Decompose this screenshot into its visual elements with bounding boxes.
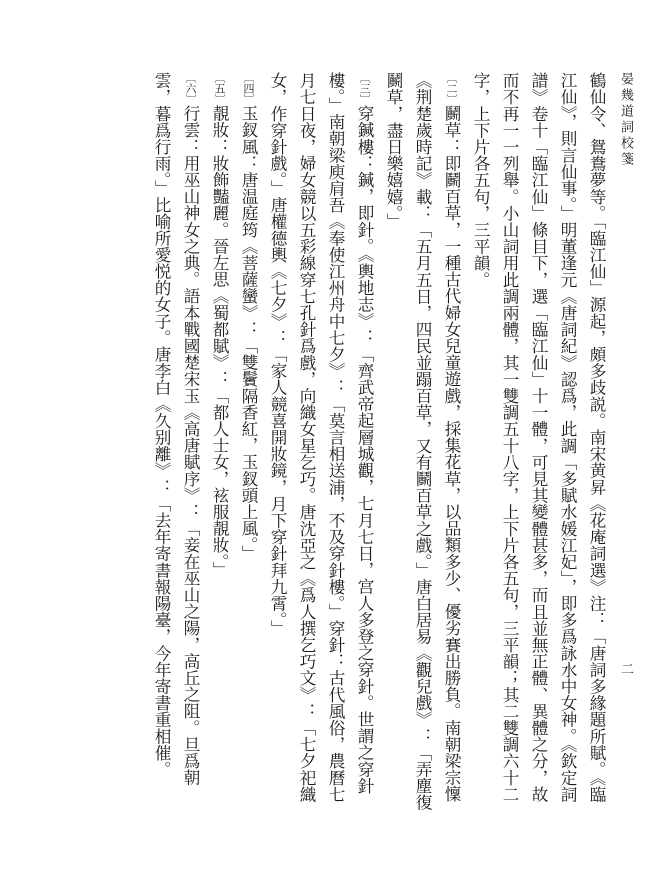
note-number: 〔五〕: [213, 72, 226, 105]
note-number: 〔六〕: [184, 72, 197, 105]
paragraph-continuation: [466, 72, 611, 812]
running-head-title: 晏幾道詞校箋: [618, 72, 633, 168]
commentary-text: [21, 72, 611, 812]
note-number: 〔二〕: [445, 72, 458, 105]
note-4: [234, 72, 263, 812]
note-text: 行雲：用巫山神女之典。語本戰國楚宋玉《高唐賦序》：「妾在巫山之陽，高丘之阻。旦爲朝雲，暮爲行雨。」比喻所愛悦的女子。唐李白《久别離》：「去年寄書報陽臺，今年寄書重相催。: [152, 72, 200, 786]
note-text: 靚妝：妝飾豔麗。晉左思《蜀都賦》：「都人士女，袨服靚妝。」: [210, 105, 229, 579]
note-number: 〔四〕: [242, 72, 255, 105]
note-text: 玉釵風：唐温庭筠《菩薩蠻》：「雙鬢隔香紅，玉釵頭上風。」: [239, 105, 258, 562]
note-5: [205, 72, 234, 812]
note-text: 鬭草：即鬭百草，一種古代婦女兒童遊戲，採集花草，以品類多少、優劣賽出勝負。南朝梁宗懍《荆楚歲時記》載：「五月五日，四民並蹋百草，又有鬭百草之戲。」唐白居易《觀兒戲》：「弄塵復鬭草，盡日樂嬉嬉。」: [384, 72, 461, 811]
note-2: [379, 72, 466, 812]
note-text: 穿鍼樓：鍼，即針。《輿地志》：「齊武帝起層城觀，七月七日，宫人多登之穿針。世謂之穿針樓。」南朝梁庾肩吾《奉使江州舟中七夕》：「莫言相送浦，不及穿針樓。」穿針：古代風俗，農曆七月七日夜，婦女競以五彩線穿七孔針爲戲，向織女星乞巧。唐沈亞之《爲人撰乞巧文》：「七夕祀織女，作穿針戲。」唐權德輿《七夕》：「家人競喜開妝鏡，月下穿針拜九霄。」: [268, 72, 374, 803]
note-6: [147, 72, 205, 812]
note-number: 〔三〕: [358, 72, 371, 105]
page-number: 二: [618, 662, 633, 675]
note-3: [263, 72, 379, 812]
paragraph-text: 鶴仙令、鴛鴦夢等。「臨江仙」源起，頗多歧説。南宋黄昇《花庵詞選》注：「唐詞多緣題所賦。《臨江仙》，則言仙事。」明董逢元《唐詞紀》認爲，此調「多賦水媛江妃」，即多爲詠水中女神。《欽定詞譜》卷十「臨江仙」條目下，選「臨江仙」十一體，可見其變體甚多，而且並無正體、異體之分，故而不再一一列舉。小山詞用此調兩體，其一雙調五十八字，上下片各五句，三平韻；其二雙調六十二字，上下片各五句，三平韻。: [471, 72, 606, 803]
